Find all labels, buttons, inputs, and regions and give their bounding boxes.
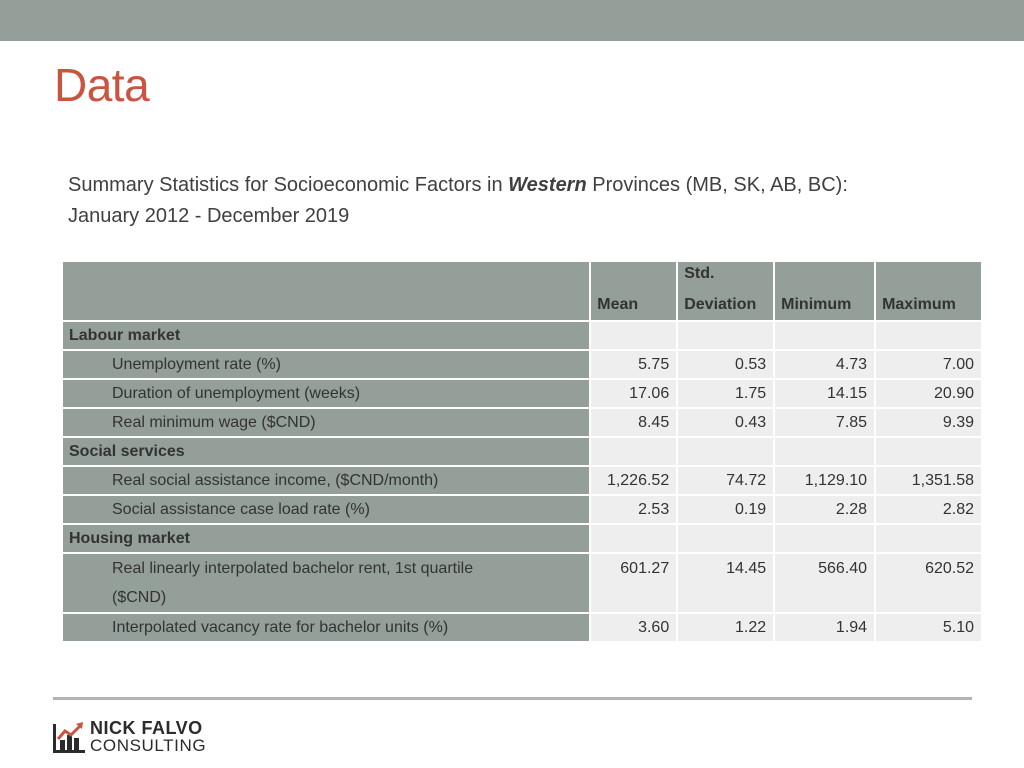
empty-cell <box>677 437 774 466</box>
table-row <box>62 466 982 495</box>
table-caption <box>68 170 988 232</box>
section-row <box>62 321 982 350</box>
row-label-text: Duration of unemployment (weeks) <box>112 384 361 402</box>
empty-cell <box>677 524 774 553</box>
mean-cell: 1,226.52 <box>590 466 677 495</box>
empty-cell <box>677 321 774 350</box>
std-deviation-cell: 1.22 <box>677 613 774 642</box>
table-header-row <box>62 261 982 321</box>
row-label <box>62 379 590 408</box>
table-body <box>62 321 982 642</box>
empty-cell <box>875 524 982 553</box>
top-banner <box>0 0 1024 41</box>
minimum-cell: 1,129.10 <box>774 466 875 495</box>
maximum-cell: 1,351.58 <box>875 466 982 495</box>
header-minimum: Minimum <box>774 261 875 321</box>
mean-cell: 3.60 <box>590 613 677 642</box>
section-row <box>62 437 982 466</box>
empty-cell <box>774 321 875 350</box>
header-std-deviation: Std. Deviation <box>677 261 774 321</box>
mean-cell: 8.45 <box>590 408 677 437</box>
table-row <box>62 379 982 408</box>
row-label <box>62 350 590 379</box>
header-maximum: Maximum <box>875 261 982 321</box>
mean-cell: 601.27 <box>590 553 677 613</box>
maximum-cell: 9.39 <box>875 408 982 437</box>
row-label-text: Real social assistance income, ($CND/month) <box>112 471 439 489</box>
row-label-text: Interpolated vacancy rate for bachelor units (%) <box>112 618 449 636</box>
row-label-text-cont: ($CND) <box>112 589 167 606</box>
std-deviation-cell: 0.43 <box>677 408 774 437</box>
empty-cell <box>590 524 677 553</box>
section-label: Social services <box>62 437 590 466</box>
section-label: Labour market <box>62 321 590 350</box>
maximum-cell: 2.82 <box>875 495 982 524</box>
empty-cell <box>590 437 677 466</box>
empty-cell <box>774 524 875 553</box>
logo-tagline: CONSULTING <box>90 736 207 755</box>
maximum-cell: 620.52 <box>875 553 982 613</box>
row-label-text: Social assistance case load rate (%) <box>112 500 370 518</box>
empty-cell <box>875 321 982 350</box>
std-deviation-cell: 1.75 <box>677 379 774 408</box>
summary-statistics-table <box>61 260 983 643</box>
header-mean: Mean <box>590 261 677 321</box>
footer-divider <box>53 697 972 700</box>
row-label <box>62 553 590 613</box>
table-row <box>62 495 982 524</box>
minimum-cell: 2.28 <box>774 495 875 524</box>
slide-title: Data <box>54 59 150 111</box>
row-label <box>62 408 590 437</box>
std-deviation-cell: 14.45 <box>677 553 774 613</box>
minimum-cell: 1.94 <box>774 613 875 642</box>
section-label: Housing market <box>62 524 590 553</box>
table-row <box>62 408 982 437</box>
caption-date-range: January 2012 - December 2019 <box>68 205 350 227</box>
mean-cell: 2.53 <box>590 495 677 524</box>
header-variable <box>62 261 590 321</box>
empty-cell <box>590 321 677 350</box>
table-row <box>62 350 982 379</box>
row-label <box>62 466 590 495</box>
table-row <box>62 613 982 642</box>
table-row <box>62 553 982 613</box>
row-label <box>62 613 590 642</box>
empty-cell <box>875 437 982 466</box>
std-deviation-cell: 0.19 <box>677 495 774 524</box>
std-deviation-cell: 0.53 <box>677 350 774 379</box>
bar-chart-arrow-icon <box>52 720 86 754</box>
maximum-cell: 20.90 <box>875 379 982 408</box>
logo-name: NICK FALVO <box>90 718 203 738</box>
row-label-text: Real minimum wage ($CND) <box>112 413 316 431</box>
section-row <box>62 524 982 553</box>
caption-text-end: Provinces (MB, SK, AB, BC): <box>586 174 848 196</box>
minimum-cell: 14.15 <box>774 379 875 408</box>
mean-cell: 5.75 <box>590 350 677 379</box>
minimum-cell: 7.85 <box>774 408 875 437</box>
row-label-text: Unemployment rate (%) <box>112 355 281 373</box>
maximum-cell: 7.00 <box>875 350 982 379</box>
std-deviation-cell: 74.72 <box>677 466 774 495</box>
minimum-cell: 4.73 <box>774 350 875 379</box>
mean-cell: 17.06 <box>590 379 677 408</box>
maximum-cell: 5.10 <box>875 613 982 642</box>
row-label-text: Real linearly interpolated bachelor rent, 1st quartile <box>112 560 474 577</box>
caption-text-start: Summary Statistics for Socioeconomic Factors in <box>68 174 509 196</box>
minimum-cell: 566.40 <box>774 553 875 613</box>
company-logo <box>52 719 206 755</box>
caption-emphasis: Western <box>508 174 587 196</box>
empty-cell <box>774 437 875 466</box>
row-label <box>62 495 590 524</box>
